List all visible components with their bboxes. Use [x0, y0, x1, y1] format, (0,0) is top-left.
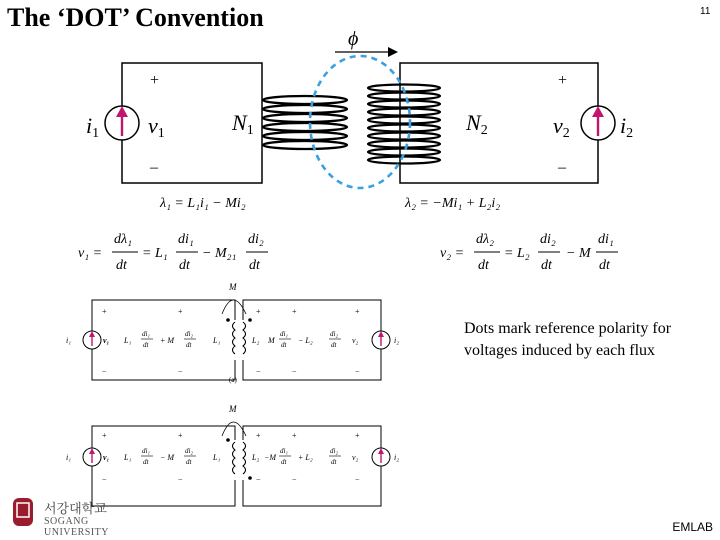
svg-text:= L₂: = L₂	[504, 246, 530, 261]
svg-text:+: +	[355, 431, 360, 440]
v1-label: v1	[148, 113, 165, 141]
svg-text:di₁: di₁	[178, 232, 194, 247]
circuit-b-dot-right	[248, 476, 252, 480]
svg-text:M: M	[268, 336, 275, 345]
lambda2-equation: λ₂ = −Mi₁ + L₂i₂	[405, 196, 501, 211]
primary-winding	[263, 96, 347, 149]
n2-label: N2	[466, 110, 488, 138]
svg-text:dt: dt	[331, 341, 337, 349]
svg-text:+: +	[102, 431, 107, 440]
v1-equation	[78, 232, 268, 273]
svg-text:i₁: i₁	[66, 453, 72, 462]
svg-text:di₂: di₂	[248, 232, 264, 247]
svg-text:dt: dt	[186, 341, 192, 349]
dot-convention-note	[464, 318, 714, 362]
v1-plus: +	[150, 72, 160, 89]
secondary-winding	[368, 85, 440, 164]
left-current-source	[105, 106, 139, 140]
svg-text:di₁: di₁	[598, 232, 614, 247]
svg-text:−M: −M	[264, 453, 277, 462]
svg-text:+: +	[256, 431, 261, 440]
i1-label: i1	[86, 113, 100, 141]
v2-plus: +	[558, 72, 568, 89]
note-line-2: voltages induced by each flux	[464, 342, 656, 359]
svg-text:dλ₂: dλ₂	[476, 232, 494, 247]
svg-text:i₂: i₂	[394, 336, 400, 345]
v2-equation	[440, 232, 618, 273]
svg-text:di₁: di₁	[142, 447, 150, 455]
svg-text:−: −	[355, 367, 360, 376]
svg-text:−: −	[355, 475, 360, 484]
flux-label: ϕ	[348, 28, 359, 50]
svg-text:i₁: i₁	[66, 336, 72, 345]
svg-text:di₂: di₂	[330, 330, 338, 338]
svg-text:v₁: v₁	[103, 453, 110, 462]
logo-korean-name: 서강대학교	[44, 502, 107, 517]
svg-text:− L₂: − L₂	[298, 336, 313, 345]
sogang-university-logo	[10, 496, 150, 538]
svg-text:dt: dt	[116, 258, 127, 273]
circuit-a-dot-left	[226, 318, 230, 322]
circuit-a-m-label: M	[229, 282, 237, 292]
svg-text:dt: dt	[143, 341, 149, 349]
page-number: 11	[700, 6, 711, 17]
circuit-b-left-loop	[92, 426, 235, 506]
university-emblem-icon	[10, 496, 42, 532]
lambda1-equation: λ₁ = L₁i₁ − Mi₂	[160, 196, 246, 211]
svg-text:− M: − M	[160, 453, 175, 462]
svg-text:+: +	[256, 307, 261, 316]
svg-text:v₂: v₂	[352, 336, 359, 345]
svg-text:−: −	[256, 475, 261, 484]
svg-text:v₁: v₁	[103, 336, 110, 345]
circuit-a-caption: (a)	[229, 376, 237, 384]
right-current-source	[581, 106, 615, 140]
svg-text:−: −	[292, 367, 297, 376]
circuit-b-dot-left	[226, 438, 230, 442]
footer-label: EMLAB	[672, 520, 713, 534]
svg-text:+: +	[292, 307, 297, 316]
svg-text:dt: dt	[179, 258, 190, 273]
flux-arrow-head	[388, 47, 398, 57]
circuit-b-right-loop	[243, 426, 381, 506]
svg-text:dλ₁: dλ₁	[114, 232, 132, 247]
svg-text:−: −	[178, 475, 183, 484]
svg-text:dt: dt	[478, 258, 489, 273]
svg-text:L₂: L₂	[252, 336, 260, 345]
svg-text:+: +	[178, 431, 183, 440]
svg-text:+: +	[292, 431, 297, 440]
svg-text:+ M: + M	[160, 336, 175, 345]
circuit-b-m-label: M	[229, 404, 237, 414]
svg-text:+: +	[102, 307, 107, 316]
note-line-1: Dots mark reference polarity for	[464, 320, 672, 337]
svg-text:L₁: L₁	[124, 453, 132, 462]
v2-label: v2	[553, 113, 570, 141]
svg-text:−: −	[102, 367, 107, 376]
circuit-b-m-arrow	[222, 422, 246, 436]
v2-minus: –	[558, 159, 566, 176]
svg-text:v₂ =: v₂ =	[440, 246, 465, 261]
i2-label: i2	[620, 113, 634, 141]
svg-text:dt: dt	[331, 458, 337, 466]
svg-text:di₁: di₁	[280, 330, 288, 338]
svg-text:di₂: di₂	[330, 447, 338, 455]
circuit-a-dot-right	[248, 318, 252, 322]
logo-english-name: SOGANG UNIVERSITY	[44, 516, 109, 538]
svg-text:di₁: di₁	[142, 330, 150, 338]
slide-title: The ‘DOT’ Convention	[7, 3, 264, 32]
svg-text:dt: dt	[281, 341, 287, 349]
svg-text:di₂: di₂	[185, 330, 193, 338]
svg-text:L₁: L₁	[213, 453, 221, 462]
svg-text:− M: − M	[566, 246, 591, 261]
n1-label: N1	[232, 110, 254, 138]
svg-text:−: −	[292, 475, 297, 484]
svg-text:di₂: di₂	[540, 232, 556, 247]
svg-text:dt: dt	[541, 258, 552, 273]
circuit-a-m-arrow	[222, 300, 246, 314]
svg-text:L₁: L₁	[124, 336, 132, 345]
svg-text:di₂: di₂	[185, 447, 193, 455]
svg-text:v₁ =: v₁ =	[78, 246, 103, 261]
svg-text:L₂: L₂	[252, 453, 260, 462]
svg-text:dt: dt	[186, 458, 192, 466]
svg-text:+: +	[355, 307, 360, 316]
svg-text:v₂: v₂	[352, 453, 359, 462]
svg-text:di₁: di₁	[280, 447, 288, 455]
svg-text:+: +	[178, 307, 183, 316]
svg-text:−: −	[256, 367, 261, 376]
svg-text:dt: dt	[143, 458, 149, 466]
svg-text:− M₂₁: − M₂₁	[202, 246, 237, 261]
svg-text:−: −	[102, 475, 107, 484]
svg-text:dt: dt	[249, 258, 260, 273]
circuit-a-diagram	[0, 280, 420, 390]
svg-text:−: −	[178, 367, 183, 376]
svg-text:dt: dt	[281, 458, 287, 466]
svg-text:= L₁: = L₁	[142, 246, 168, 261]
svg-text:dt: dt	[599, 258, 610, 273]
v1-minus: –	[150, 159, 158, 176]
svg-text:L₁: L₁	[213, 336, 221, 345]
svg-text:+ L₂: + L₂	[298, 453, 313, 462]
svg-text:i₂: i₂	[394, 453, 400, 462]
